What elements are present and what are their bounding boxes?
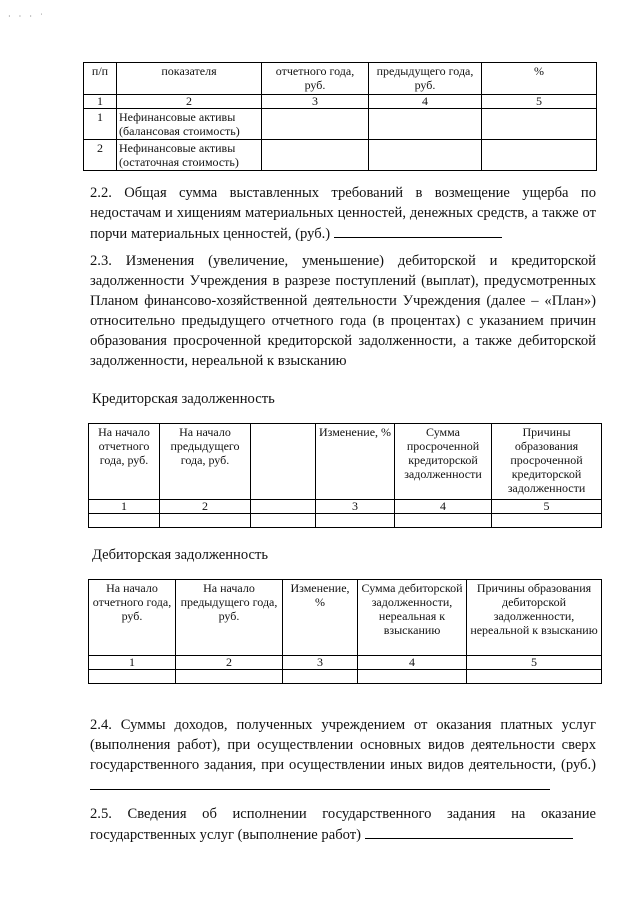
fill-line bbox=[365, 824, 573, 839]
table-row bbox=[89, 670, 602, 684]
column-number: 4 bbox=[358, 656, 467, 670]
row-name: Нефинансовые активы (балансовая стоимость) bbox=[117, 109, 262, 140]
value-cell bbox=[176, 670, 283, 684]
kredit-table bbox=[88, 423, 602, 528]
paragraph-2-2 bbox=[90, 183, 596, 244]
column-number: 5 bbox=[482, 95, 597, 109]
paragraph-2-3: 2.3. Изменения (увеличение, уменьшение) дебиторской и кредиторской задолженности Учреждения в разрезе поступлений (выплат), предусмотренных Планом финансово-хозяйственной деятельности Учреждения (далее – «План») относительно предыдущего отчетного года (в процентах) с указанием причин образования просроченной кредиторской задолженности, а также дебиторской задолженности, нереальной к взысканию bbox=[90, 253, 596, 369]
column-number bbox=[251, 500, 316, 514]
paragraph-2-4-text: 2.4. Суммы доходов, полученных учреждением от оказания платных услуг (выполнения работ), при осуществлении основных видов деятельности сверх государственного задания, при осуществлении иных видов деятельности, (руб.) bbox=[90, 717, 596, 773]
table-row bbox=[84, 109, 597, 140]
value-cell bbox=[89, 670, 176, 684]
column-number: 5 bbox=[492, 500, 602, 514]
kredit-title: Кредиторская задолженность bbox=[92, 391, 275, 407]
header-cell: На начало предыдущего года, руб. bbox=[160, 424, 251, 500]
column-number: 1 bbox=[89, 500, 160, 514]
debit-title: Дебиторская задолженность bbox=[92, 547, 269, 563]
value-cell bbox=[262, 109, 369, 140]
paragraph-2-4 bbox=[90, 715, 596, 796]
column-number: 4 bbox=[369, 95, 482, 109]
column-number: 4 bbox=[395, 500, 492, 514]
header-cell: % bbox=[482, 63, 597, 95]
column-number: 3 bbox=[283, 656, 358, 670]
column-number: 2 bbox=[117, 95, 262, 109]
value-cell bbox=[369, 140, 482, 171]
value-cell bbox=[316, 514, 395, 528]
value-cell bbox=[467, 670, 602, 684]
header-cell: Сумма просроченной кредиторской задолженности bbox=[395, 424, 492, 500]
header-cell: Причины образования дебиторской задолженности, нереальной к взысканию bbox=[467, 580, 602, 656]
column-number: 3 bbox=[316, 500, 395, 514]
header-cell: На начало отчетного года, руб. bbox=[89, 424, 160, 500]
debit-table bbox=[88, 579, 602, 684]
paragraph-2-2-text: 2.2. Общая сумма выставленных требований в возмещение ущерба по недостачам и хищениям материальных ценностей, денежных средств, а также от порчи материальных ценностей, (руб.) bbox=[90, 185, 596, 242]
value-cell bbox=[369, 109, 482, 140]
header-cell: показателя bbox=[117, 63, 262, 95]
header-cell: предыдущего года, руб. bbox=[369, 63, 482, 95]
header-cell: Изменение, % bbox=[283, 580, 358, 656]
header-cell: отчетного года, руб. bbox=[262, 63, 369, 95]
column-number: 3 bbox=[262, 95, 369, 109]
header-cell: Сумма дебиторской задолженности, нереальная к взысканию bbox=[358, 580, 467, 656]
header-cell: Изменение, % bbox=[316, 424, 395, 500]
value-cell bbox=[492, 514, 602, 528]
header-cell: п/п bbox=[84, 63, 117, 95]
table-row bbox=[89, 514, 602, 528]
row-number: 2 bbox=[84, 140, 117, 171]
assets-table bbox=[83, 62, 597, 171]
header-cell: На начало предыдущего года, руб. bbox=[176, 580, 283, 656]
paragraph-2-5-text: 2.5. Сведения об исполнении государственного задания на оказание государственных услуг (выполнение работ) bbox=[90, 806, 596, 843]
paragraph-2-5 bbox=[90, 804, 596, 845]
value-cell bbox=[251, 514, 316, 528]
value-cell bbox=[262, 140, 369, 171]
column-number: 5 bbox=[467, 656, 602, 670]
column-number: 1 bbox=[84, 95, 117, 109]
column-number: 2 bbox=[176, 656, 283, 670]
value-cell bbox=[160, 514, 251, 528]
value-cell bbox=[358, 670, 467, 684]
header-cell: Причины образования просроченной кредиторской задолженности bbox=[492, 424, 602, 500]
value-cell bbox=[482, 140, 597, 171]
value-cell bbox=[482, 109, 597, 140]
row-number: 1 bbox=[84, 109, 117, 140]
column-number: 1 bbox=[89, 656, 176, 670]
value-cell bbox=[395, 514, 492, 528]
header-cell: На начало отчетного года, руб. bbox=[89, 580, 176, 656]
row-name: Нефинансовые активы (остаточная стоимость) bbox=[117, 140, 262, 171]
fill-line bbox=[334, 223, 502, 238]
header-cell bbox=[251, 424, 316, 500]
fill-line bbox=[90, 775, 550, 790]
value-cell bbox=[283, 670, 358, 684]
column-number: 2 bbox=[160, 500, 251, 514]
table-row bbox=[84, 140, 597, 171]
value-cell bbox=[89, 514, 160, 528]
scan-specks: · · · ˙ bbox=[8, 12, 46, 21]
